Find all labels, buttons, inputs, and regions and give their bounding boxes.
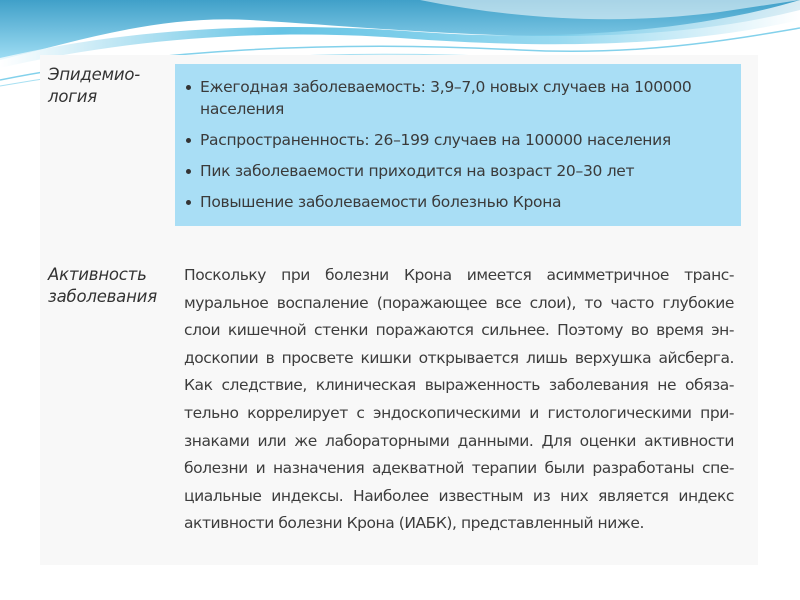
bullet-icon xyxy=(186,138,191,143)
epidemiology-label xyxy=(48,64,140,108)
paragraph-line: слои кишечной стенки поражаются сильнее. Поэтому во время эн- xyxy=(184,321,734,340)
paragraph-line: тельно коррелирует с эндоскопическими и гистологическими при- xyxy=(184,403,734,422)
bullet-text: Распространенность: 26–199 случаев на 100000 населения xyxy=(200,131,671,149)
paragraph-line: доскопии в просвете кишки открывается лишь верхушка айсберга. xyxy=(184,348,734,367)
paragraph-line: активности болезни Крона (ИАБК), представленный ниже. xyxy=(184,514,644,533)
list-item xyxy=(186,191,734,213)
epidemiology-label-line: логия xyxy=(48,87,97,106)
bullet-icon xyxy=(186,200,191,205)
bullet-icon xyxy=(186,169,191,174)
epidemiology-bullet-list xyxy=(186,76,734,222)
bullet-text: Повышение заболеваемости болезнью Крона xyxy=(200,193,562,211)
paragraph-line: болезни и назначения адекватной терапии были разработаны спе- xyxy=(184,459,734,478)
activity-label-line: заболевания xyxy=(48,287,157,306)
list-item xyxy=(186,160,734,182)
list-item xyxy=(186,129,734,151)
list-item xyxy=(186,76,734,120)
bullet-text: Ежегодная заболеваемость: 3,9–7,0 новых случаев на 100000 населения xyxy=(200,78,692,118)
activity-label-line: Активность xyxy=(48,265,147,284)
paragraph-line: муральное воспаление (поражающее все слои), то часто глубокие xyxy=(184,293,734,312)
paragraph-line: Как следствие, клиническая выраженность заболевания не обяза- xyxy=(184,376,734,395)
activity-label xyxy=(48,264,157,308)
paragraph-line: Поскольку при болезни Крона имеется асимметричное транс- xyxy=(184,266,734,284)
paragraph-line: знаками или же лабораторными данными. Для оценки активности xyxy=(184,431,734,450)
bullet-icon xyxy=(186,85,191,90)
paragraph-line: циальные индексы. Наиболее известным из них является индекс xyxy=(184,486,734,505)
bullet-text: Пик заболеваемости приходится на возраст 20–30 лет xyxy=(200,162,635,180)
activity-paragraph xyxy=(184,262,734,538)
epidemiology-label-line: Эпидемио- xyxy=(48,65,141,84)
